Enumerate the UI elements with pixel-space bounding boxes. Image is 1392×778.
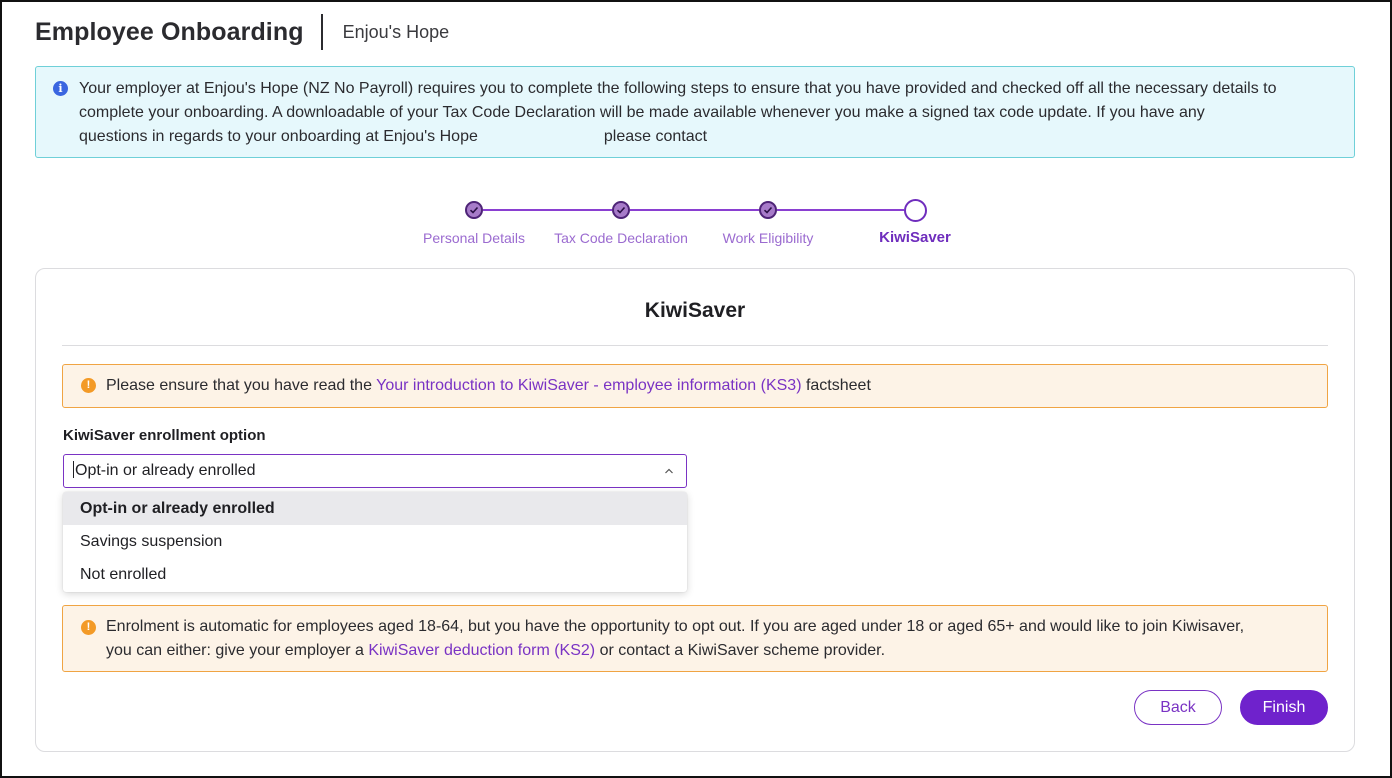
onboarding-stepper: [0, 198, 1392, 253]
header-divider: [321, 14, 323, 50]
check-icon: [616, 205, 626, 215]
info-banner-line: Your employer at Enjou's Hope (NZ No Payroll) requires you to complete the following steps to ensure that you have provided and checked off all the necessary details to: [79, 80, 1277, 97]
finish-button[interactable]: Finish: [1240, 690, 1328, 725]
enrollment-option-select[interactable]: [63, 454, 687, 488]
notice-line: [106, 639, 1327, 663]
enrollment-option-dropdown: [63, 492, 687, 592]
notice-text: factsheet: [801, 377, 871, 394]
page-title: Employee Onboarding: [35, 17, 304, 46]
info-banner-text: please contact: [603, 128, 708, 145]
info-banner-text: questions in regards to your onboarding at Enjou's Hope: [79, 128, 478, 145]
ks3-factsheet-link[interactable]: Your introduction to KiwiSaver - employee information (KS3): [376, 377, 802, 394]
factsheet-notice: [62, 364, 1328, 408]
check-icon: [469, 205, 479, 215]
step-current-icon[interactable]: [904, 199, 927, 222]
step-complete-icon[interactable]: [759, 201, 777, 219]
stepper-connector: [630, 209, 759, 211]
step-label-work-eligibility[interactable]: Work Eligibility: [722, 230, 814, 246]
organization-name: Enjou's Hope: [342, 21, 450, 42]
enrollment-option-value: Opt-in or already enrolled: [75, 462, 256, 479]
dropdown-option[interactable]: Not enrolled: [80, 566, 167, 583]
page-header: [35, 14, 449, 50]
text-cursor: [73, 461, 74, 478]
stepper-connector: [483, 209, 612, 211]
dropdown-option[interactable]: Savings suspension: [80, 533, 223, 550]
warning-icon: !: [81, 620, 96, 635]
info-banner-line: [79, 125, 1338, 149]
step-label-tax-code-declaration[interactable]: Tax Code Declaration: [554, 230, 688, 246]
kiwisaver-card: [35, 268, 1355, 752]
step-complete-icon[interactable]: [465, 201, 483, 219]
back-button[interactable]: Back: [1134, 690, 1222, 725]
card-divider: [62, 345, 1328, 346]
automatic-enrolment-notice: [62, 605, 1328, 672]
info-banner-line: complete your onboarding. A downloadable of your Tax Code Declaration will be made available whenever you make a signed tax code update. If you have any: [79, 104, 1205, 121]
warning-icon: !: [81, 378, 96, 393]
dropdown-option[interactable]: Opt-in or already enrolled: [63, 492, 687, 525]
card-title: KiwiSaver: [644, 299, 746, 322]
enrollment-option-label: KiwiSaver enrollment option: [63, 427, 266, 444]
check-icon: [763, 205, 773, 215]
notice-text: Please ensure that you have read the: [106, 377, 377, 394]
chevron-up-icon[interactable]: [663, 465, 675, 477]
step-complete-icon[interactable]: [612, 201, 630, 219]
stepper-connector: [777, 209, 904, 211]
info-icon: i: [53, 81, 68, 96]
notice-text: you can either: give your employer a: [106, 642, 369, 659]
notice-text: or contact a KiwiSaver scheme provider.: [595, 642, 886, 659]
ks2-form-link[interactable]: KiwiSaver deduction form (KS2): [368, 642, 596, 659]
info-banner: [35, 66, 1355, 158]
step-label-personal-details[interactable]: Personal Details: [423, 230, 525, 246]
step-label-kiwisaver: KiwiSaver: [879, 229, 951, 246]
notice-text: Enrolment is automatic for employees aged 18-64, but you have the opportunity to opt out. If you are aged under 18 or aged 65+ and would like to join Kiwisaver,: [106, 618, 1245, 635]
